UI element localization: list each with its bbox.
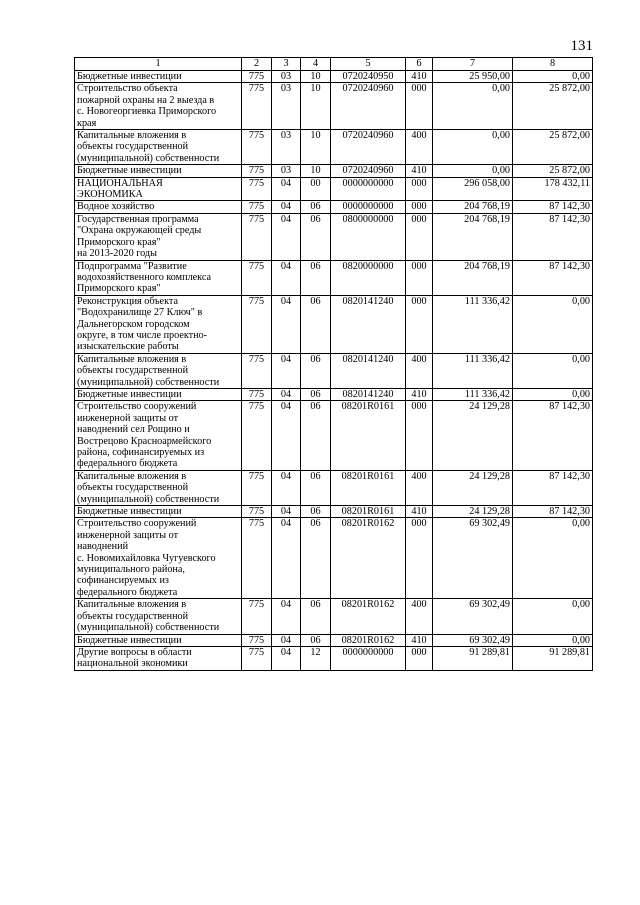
row-name-cell: НАЦИОНАЛЬНАЯ ЭКОНОМИКА	[75, 177, 242, 201]
row-name-cell: Капитальные вложения в объекты государственной (муниципальной) собственности	[75, 470, 242, 505]
amount-cell: 24 129,28	[433, 506, 513, 518]
amount-cell: 25 872,00	[513, 83, 593, 130]
ministry-code-cell: 775	[242, 401, 272, 470]
ministry-code-cell: 775	[242, 634, 272, 646]
table-row	[75, 401, 593, 470]
table-row	[75, 177, 593, 201]
ministry-code-cell: 775	[242, 130, 272, 165]
section-code-cell: 04	[272, 518, 301, 599]
column-header: 1	[75, 58, 242, 71]
table-row	[75, 506, 593, 518]
amount-cell: 0,00	[513, 518, 593, 599]
row-name-cell: Строительство объекта пожарной охраны на 2 выезда в с. Новогеоргиевка Приморского края	[75, 83, 242, 130]
target-article-cell: 08201R0162	[331, 518, 406, 599]
target-article-cell: 08201R0162	[331, 599, 406, 634]
subsection-code-cell: 06	[301, 599, 331, 634]
target-article-cell: 0720240960	[331, 130, 406, 165]
amount-cell: 87 142,30	[513, 470, 593, 505]
amount-cell: 111 336,42	[433, 353, 513, 388]
section-code-cell: 04	[272, 201, 301, 213]
amount-cell: 25 872,00	[513, 165, 593, 177]
target-article-cell: 0720240950	[331, 71, 406, 83]
subsection-code-cell: 06	[301, 470, 331, 505]
subsection-code-cell: 06	[301, 213, 331, 260]
row-name-cell: Бюджетные инвестиции	[75, 388, 242, 400]
ministry-code-cell: 775	[242, 71, 272, 83]
row-name-cell: Бюджетные инвестиции	[75, 165, 242, 177]
table-row	[75, 213, 593, 260]
row-name-cell: Бюджетные инвестиции	[75, 634, 242, 646]
subsection-code-cell: 06	[301, 518, 331, 599]
section-code-cell: 04	[272, 470, 301, 505]
ministry-code-cell: 775	[242, 213, 272, 260]
column-header: 7	[433, 58, 513, 71]
subsection-code-cell: 06	[301, 260, 331, 295]
subsection-code-cell: 06	[301, 401, 331, 470]
expense-type-cell: 410	[406, 634, 433, 646]
section-code-cell: 04	[272, 401, 301, 470]
expense-type-cell: 000	[406, 213, 433, 260]
target-article-cell: 0720240960	[331, 165, 406, 177]
subsection-code-cell: 12	[301, 646, 331, 670]
amount-cell: 0,00	[513, 388, 593, 400]
amount-cell: 0,00	[513, 353, 593, 388]
budget-table-body	[75, 58, 593, 671]
amount-cell: 87 142,30	[513, 201, 593, 213]
section-code-cell: 04	[272, 646, 301, 670]
table-row	[75, 388, 593, 400]
amount-cell: 0,00	[433, 130, 513, 165]
table-row	[75, 83, 593, 130]
section-code-cell: 03	[272, 83, 301, 130]
target-article-cell: 0800000000	[331, 213, 406, 260]
row-name-cell: Другие вопросы в области национальной экономики	[75, 646, 242, 670]
row-name-cell: Капитальные вложения в объекты государственной (муниципальной) собственности	[75, 130, 242, 165]
ministry-code-cell: 775	[242, 506, 272, 518]
expense-type-cell: 410	[406, 165, 433, 177]
expense-type-cell: 000	[406, 295, 433, 353]
ministry-code-cell: 775	[242, 599, 272, 634]
row-name-cell: Строительство сооружений инженерной защиты от наводнений сел Рощино и Вострецово Красноармейского района, софинансируемых из федерального бюджета	[75, 401, 242, 470]
row-name-cell: Строительство сооружений инженерной защиты от наводнений с. Новомихайловка Чугуевского муниципального района, софинансируемых из федерального бюджета	[75, 518, 242, 599]
column-header: 3	[272, 58, 301, 71]
ministry-code-cell: 775	[242, 177, 272, 201]
expense-type-cell: 400	[406, 470, 433, 505]
row-name-cell: Капитальные вложения в объекты государственной (муниципальной) собственности	[75, 353, 242, 388]
ministry-code-cell: 775	[242, 83, 272, 130]
amount-cell: 87 142,30	[513, 401, 593, 470]
column-header: 5	[331, 58, 406, 71]
expense-type-cell: 000	[406, 83, 433, 130]
amount-cell: 87 142,30	[513, 506, 593, 518]
target-article-cell: 0000000000	[331, 177, 406, 201]
subsection-code-cell: 06	[301, 634, 331, 646]
ministry-code-cell: 775	[242, 470, 272, 505]
subsection-code-cell: 10	[301, 130, 331, 165]
amount-cell: 87 142,30	[513, 213, 593, 260]
amount-cell: 69 302,49	[433, 518, 513, 599]
section-code-cell: 04	[272, 353, 301, 388]
row-name-cell: Государственная программа "Охрана окружающей среды Приморского края" на 2013-2020 годы	[75, 213, 242, 260]
amount-cell: 25 872,00	[513, 130, 593, 165]
table-row	[75, 353, 593, 388]
table-row	[75, 518, 593, 599]
amount-cell: 91 289,81	[513, 646, 593, 670]
ministry-code-cell: 775	[242, 295, 272, 353]
column-header: 4	[301, 58, 331, 71]
section-code-cell: 04	[272, 506, 301, 518]
target-article-cell: 0820141240	[331, 353, 406, 388]
ministry-code-cell: 775	[242, 201, 272, 213]
amount-cell: 91 289,81	[433, 646, 513, 670]
ministry-code-cell: 775	[242, 165, 272, 177]
ministry-code-cell: 775	[242, 646, 272, 670]
subsection-code-cell: 10	[301, 71, 331, 83]
row-name-cell: Водное хозяйство	[75, 201, 242, 213]
subsection-code-cell: 06	[301, 506, 331, 518]
row-name-cell: Реконструкция объекта "Водохранилище 27 Ключ" в Дальнегорском городском округе, в том числе проектно- изыскательские работы	[75, 295, 242, 353]
expense-type-cell: 410	[406, 388, 433, 400]
section-code-cell: 04	[272, 388, 301, 400]
amount-cell: 69 302,49	[433, 599, 513, 634]
amount-cell: 178 432,11	[513, 177, 593, 201]
section-code-cell: 04	[272, 260, 301, 295]
amount-cell: 0,00	[513, 599, 593, 634]
ministry-code-cell: 775	[242, 260, 272, 295]
column-header: 8	[513, 58, 593, 71]
expense-type-cell: 000	[406, 518, 433, 599]
target-article-cell: 0820000000	[331, 260, 406, 295]
amount-cell: 0,00	[433, 83, 513, 130]
target-article-cell: 08201R0162	[331, 634, 406, 646]
table-row	[75, 470, 593, 505]
amount-cell: 24 129,28	[433, 401, 513, 470]
column-header: 6	[406, 58, 433, 71]
target-article-cell: 08201R0161	[331, 506, 406, 518]
amount-cell: 204 768,19	[433, 213, 513, 260]
page-number: 131	[570, 38, 593, 54]
amount-cell: 111 336,42	[433, 388, 513, 400]
section-code-cell: 03	[272, 165, 301, 177]
subsection-code-cell: 06	[301, 295, 331, 353]
expense-type-cell: 000	[406, 201, 433, 213]
target-article-cell: 0000000000	[331, 646, 406, 670]
section-code-cell: 04	[272, 634, 301, 646]
expense-type-cell: 400	[406, 353, 433, 388]
table-row	[75, 295, 593, 353]
amount-cell: 0,00	[433, 165, 513, 177]
table-row	[75, 71, 593, 83]
expense-type-cell: 410	[406, 71, 433, 83]
ministry-code-cell: 775	[242, 518, 272, 599]
target-article-cell: 0820141240	[331, 295, 406, 353]
expense-type-cell: 000	[406, 260, 433, 295]
target-article-cell: 08201R0161	[331, 470, 406, 505]
expense-type-cell: 410	[406, 506, 433, 518]
section-code-cell: 04	[272, 295, 301, 353]
row-name-cell: Бюджетные инвестиции	[75, 506, 242, 518]
row-name-cell: Подпрограмма "Развитие водохозяйственного комплекса Приморского края"	[75, 260, 242, 295]
amount-cell: 0,00	[513, 295, 593, 353]
ministry-code-cell: 775	[242, 353, 272, 388]
section-code-cell: 03	[272, 71, 301, 83]
table-row	[75, 130, 593, 165]
subsection-code-cell: 10	[301, 83, 331, 130]
section-code-cell: 04	[272, 213, 301, 260]
expense-type-cell: 400	[406, 130, 433, 165]
amount-cell: 111 336,42	[433, 295, 513, 353]
target-article-cell: 08201R0161	[331, 401, 406, 470]
amount-cell: 25 950,00	[433, 71, 513, 83]
table-row	[75, 165, 593, 177]
amount-cell: 0,00	[513, 634, 593, 646]
amount-cell: 204 768,19	[433, 260, 513, 295]
subsection-code-cell: 00	[301, 177, 331, 201]
section-code-cell: 04	[272, 599, 301, 634]
table-row	[75, 201, 593, 213]
expense-type-cell: 000	[406, 401, 433, 470]
target-article-cell: 0000000000	[331, 201, 406, 213]
row-name-cell: Капитальные вложения в объекты государственной (муниципальной) собственности	[75, 599, 242, 634]
target-article-cell: 0720240960	[331, 83, 406, 130]
section-code-cell: 04	[272, 177, 301, 201]
amount-cell: 87 142,30	[513, 260, 593, 295]
subsection-code-cell: 10	[301, 165, 331, 177]
ministry-code-cell: 775	[242, 388, 272, 400]
budget-table	[74, 57, 593, 671]
expense-type-cell: 400	[406, 599, 433, 634]
table-header-row	[75, 58, 593, 71]
target-article-cell: 0820141240	[331, 388, 406, 400]
table-row	[75, 260, 593, 295]
subsection-code-cell: 06	[301, 201, 331, 213]
amount-cell: 24 129,28	[433, 470, 513, 505]
amount-cell: 69 302,49	[433, 634, 513, 646]
table-row	[75, 634, 593, 646]
amount-cell: 0,00	[513, 71, 593, 83]
expense-type-cell: 000	[406, 646, 433, 670]
section-code-cell: 03	[272, 130, 301, 165]
table-row	[75, 646, 593, 670]
amount-cell: 296 058,00	[433, 177, 513, 201]
subsection-code-cell: 06	[301, 388, 331, 400]
amount-cell: 204 768,19	[433, 201, 513, 213]
row-name-cell: Бюджетные инвестиции	[75, 71, 242, 83]
expense-type-cell: 000	[406, 177, 433, 201]
table-row	[75, 599, 593, 634]
subsection-code-cell: 06	[301, 353, 331, 388]
column-header: 2	[242, 58, 272, 71]
